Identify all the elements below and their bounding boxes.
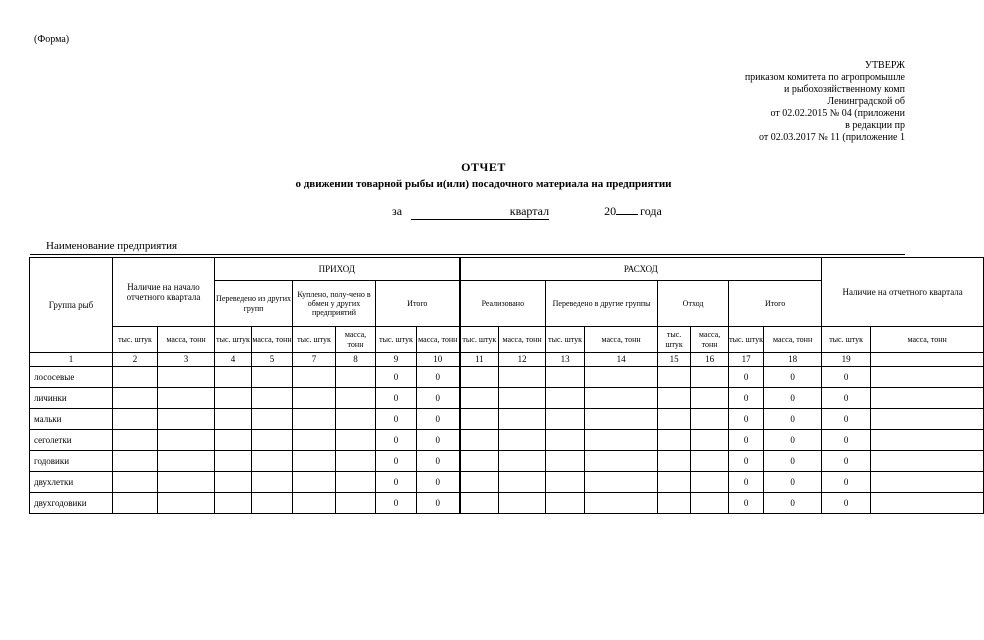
income-total-pcs-cell: 0 [376, 409, 417, 430]
unit-mass: масса, тонн [764, 327, 822, 353]
unit-pcs: тыс. штук [215, 327, 252, 353]
expense-sold-pcs-cell[interactable] [460, 493, 499, 514]
income-transferred-header: Переведено из других групп [215, 281, 293, 327]
approval-line: УТВЕРЖ [864, 60, 905, 71]
column-number: 11 [460, 353, 499, 367]
expense-waste-mass-cell[interactable] [691, 493, 729, 514]
start-mass-cell[interactable] [158, 388, 215, 409]
expense-transferred-mass-cell[interactable] [585, 430, 658, 451]
expense-waste-pcs-cell[interactable] [658, 472, 691, 493]
income-transferred-pcs-cell[interactable] [215, 367, 252, 388]
expense-total-mass-cell: 0 [764, 367, 822, 388]
approval-line: Ленинградской об [827, 96, 905, 107]
income-total-pcs-cell: 0 [376, 388, 417, 409]
form-label: (Форма) [34, 34, 70, 45]
income-bought-mass-cell[interactable] [336, 451, 376, 472]
income-bought-pcs-cell[interactable] [293, 493, 336, 514]
end-balance-header: Наличие на отчетного квартала [822, 258, 984, 327]
expense-total-mass-cell: 0 [764, 472, 822, 493]
end-mass-cell[interactable] [871, 388, 984, 409]
expense-transferred-pcs-cell[interactable] [546, 367, 585, 388]
unit-pcs: тыс. штук [376, 327, 417, 353]
expense-waste-pcs-cell[interactable] [658, 430, 691, 451]
expense-sold-pcs-cell[interactable] [460, 409, 499, 430]
expense-transferred-pcs-cell[interactable] [546, 430, 585, 451]
start-mass-cell[interactable] [158, 493, 215, 514]
expense-total-mass-cell: 0 [764, 451, 822, 472]
expense-waste-header: Отход [658, 281, 729, 327]
expense-waste-pcs-cell[interactable] [658, 451, 691, 472]
expense-waste-pcs-cell[interactable] [658, 493, 691, 514]
expense-transferred-mass-cell[interactable] [585, 493, 658, 514]
income-transferred-pcs-cell[interactable] [215, 409, 252, 430]
report-title: ОТЧЕТ [461, 160, 506, 174]
expense-sold-pcs-cell[interactable] [460, 388, 499, 409]
column-number: 13 [546, 353, 585, 367]
year-prefix: 20 [604, 204, 617, 218]
expense-sold-mass-cell[interactable] [499, 367, 546, 388]
end-mass-cell[interactable] [871, 367, 984, 388]
expense-waste-mass-cell[interactable] [691, 409, 729, 430]
year-suffix: года [640, 204, 662, 218]
income-total-mass-cell: 0 [417, 451, 460, 472]
expense-transferred-pcs-cell[interactable] [546, 388, 585, 409]
income-transferred-mass-cell[interactable] [252, 493, 293, 514]
income-transferred-mass-cell[interactable] [252, 388, 293, 409]
expense-sold-pcs-cell[interactable] [460, 472, 499, 493]
income-total-mass-cell: 0 [417, 409, 460, 430]
end-mass-cell[interactable] [871, 451, 984, 472]
unit-mass: масса, тонн [417, 327, 460, 353]
start-mass-cell[interactable] [158, 367, 215, 388]
expense-waste-mass-cell[interactable] [691, 367, 729, 388]
end-pcs-cell: 0 [822, 367, 871, 388]
end-pcs-cell: 0 [822, 409, 871, 430]
end-pcs-cell: 0 [822, 388, 871, 409]
expense-sold-mass-cell[interactable] [499, 430, 546, 451]
end-pcs-cell: 0 [822, 472, 871, 493]
unit-pcs: тыс. штук [113, 327, 158, 353]
expense-waste-mass-cell[interactable] [691, 388, 729, 409]
expense-transferred-mass-cell[interactable] [585, 409, 658, 430]
table-row [30, 430, 984, 451]
income-transferred-mass-cell[interactable] [252, 430, 293, 451]
expense-transferred-mass-cell[interactable] [585, 472, 658, 493]
end-pcs-cell: 0 [822, 493, 871, 514]
expense-sold-mass-cell[interactable] [499, 388, 546, 409]
expense-waste-mass-cell[interactable] [691, 430, 729, 451]
start-mass-cell[interactable] [158, 409, 215, 430]
unit-pcs: тыс. штук [658, 327, 691, 353]
column-number: 2 [113, 353, 158, 367]
unit-mass: масса, тонн [871, 327, 984, 353]
expense-sold-header: Реализовано [460, 281, 546, 327]
table-row [30, 409, 984, 430]
unit-mass: масса, тонн [691, 327, 729, 353]
expense-waste-pcs-cell[interactable] [658, 409, 691, 430]
income-bought-pcs-cell[interactable] [293, 451, 336, 472]
column-number: 1 [30, 353, 113, 367]
expense-waste-pcs-cell[interactable] [658, 367, 691, 388]
income-bought-pcs-cell[interactable] [293, 430, 336, 451]
expense-total-mass-cell: 0 [764, 493, 822, 514]
group-name-cell: лососевые [30, 367, 113, 388]
end-mass-cell[interactable] [871, 409, 984, 430]
organization-label: Наименование предприятия [46, 240, 178, 252]
end-pcs-cell: 0 [822, 430, 871, 451]
expense-total-pcs-cell: 0 [729, 451, 764, 472]
income-transferred-pcs-cell[interactable] [215, 472, 252, 493]
income-bought-mass-cell[interactable] [336, 472, 376, 493]
income-total-pcs-cell: 0 [376, 472, 417, 493]
income-bought-header: Куплено, полу-чено в обмен у других предприятий [293, 281, 376, 327]
start-pcs-cell[interactable] [113, 451, 158, 472]
income-total-mass-cell: 0 [417, 493, 460, 514]
end-mass-cell[interactable] [871, 493, 984, 514]
expense-transferred-mass-cell[interactable] [585, 388, 658, 409]
expense-waste-mass-cell[interactable] [691, 472, 729, 493]
expense-transferred-header: Переведено в другие группы [546, 281, 658, 327]
income-total-pcs-cell: 0 [376, 493, 417, 514]
expense-total-mass-cell: 0 [764, 388, 822, 409]
group-name-cell: мальки [30, 409, 113, 430]
expense-sold-mass-cell[interactable] [499, 451, 546, 472]
expense-total-pcs-cell: 0 [729, 388, 764, 409]
approval-line: от 02.03.2017 № 11 (приложение 1 [758, 132, 905, 143]
unit-mass: масса, тонн [499, 327, 546, 353]
start-pcs-cell[interactable] [113, 493, 158, 514]
expense-transferred-mass-cell[interactable] [585, 451, 658, 472]
income-total-mass-cell: 0 [417, 472, 460, 493]
quarter-label: квартал [509, 204, 550, 218]
income-total-pcs-cell: 0 [376, 451, 417, 472]
unit-mass: масса, тонн [158, 327, 215, 353]
end-mass-cell[interactable] [871, 430, 984, 451]
report-table [29, 257, 984, 514]
column-number: 15 [658, 353, 691, 367]
income-transferred-pcs-cell[interactable] [215, 430, 252, 451]
income-bought-mass-cell[interactable] [336, 493, 376, 514]
unit-pcs: тыс. штук [729, 327, 764, 353]
column-number: 19 [822, 353, 871, 367]
column-number: 10 [417, 353, 460, 367]
unit-pcs: тыс. штук [822, 327, 871, 353]
income-transferred-mass-cell[interactable] [252, 451, 293, 472]
unit-pcs: тыс. штук [460, 327, 499, 353]
expense-sold-mass-cell[interactable] [499, 493, 546, 514]
expense-sold-pcs-cell[interactable] [460, 430, 499, 451]
income-transferred-mass-cell[interactable] [252, 409, 293, 430]
expense-total-mass-cell: 0 [764, 409, 822, 430]
income-transferred-mass-cell[interactable] [252, 367, 293, 388]
expense-transferred-pcs-cell[interactable] [546, 472, 585, 493]
unit-mass: масса, тонн [585, 327, 658, 353]
year-field[interactable] [616, 214, 638, 215]
income-bought-mass-cell[interactable] [336, 367, 376, 388]
expense-transferred-pcs-cell[interactable] [546, 451, 585, 472]
expense-sold-pcs-cell[interactable] [460, 367, 499, 388]
unit-mass: масса, тонн [336, 327, 376, 353]
column-number: 8 [336, 353, 376, 367]
column-number: 3 [158, 353, 215, 367]
income-transferred-pcs-cell[interactable] [215, 451, 252, 472]
column-number: 12 [499, 353, 546, 367]
column-number: 18 [764, 353, 822, 367]
expense-sold-mass-cell[interactable] [499, 472, 546, 493]
start-mass-cell[interactable] [158, 451, 215, 472]
expense-total-mass-cell: 0 [764, 430, 822, 451]
expense-transferred-pcs-cell[interactable] [546, 409, 585, 430]
start-mass-cell[interactable] [158, 472, 215, 493]
expense-total-header: Итого [729, 281, 822, 327]
organization-field[interactable] [30, 254, 905, 255]
start-pcs-cell[interactable] [113, 430, 158, 451]
column-number: 5 [252, 353, 293, 367]
start-pcs-cell[interactable] [113, 388, 158, 409]
income-bought-pcs-cell[interactable] [293, 472, 336, 493]
income-bought-pcs-cell[interactable] [293, 388, 336, 409]
column-number: 9 [376, 353, 417, 367]
start-mass-cell[interactable] [158, 430, 215, 451]
column-number: 14 [585, 353, 658, 367]
column-number-row [30, 353, 984, 367]
start-pcs-cell[interactable] [113, 367, 158, 388]
end-mass-cell[interactable] [871, 472, 984, 493]
quarter-field[interactable] [411, 204, 549, 220]
start-pcs-cell[interactable] [113, 472, 158, 493]
expense-total-pcs-cell: 0 [729, 409, 764, 430]
approval-line: в редакции пр [845, 120, 905, 131]
expense-total-pcs-cell: 0 [729, 493, 764, 514]
expense-transferred-mass-cell[interactable] [585, 367, 658, 388]
group-name-cell: личинки [30, 388, 113, 409]
income-bought-mass-cell[interactable] [336, 409, 376, 430]
expense-header: РАСХОД [460, 258, 822, 281]
approval-line: и рыбохозяйственному комп [783, 84, 905, 95]
group-name-cell: годовики [30, 451, 113, 472]
column-number: 7 [293, 353, 336, 367]
income-bought-mass-cell[interactable] [336, 430, 376, 451]
approval-line: приказом комитета по агропромышле [744, 72, 905, 83]
unit-mass: масса, тонн [252, 327, 293, 353]
group-name-cell: двухгодовики [30, 493, 113, 514]
expense-waste-pcs-cell[interactable] [658, 388, 691, 409]
end-pcs-cell: 0 [822, 451, 871, 472]
income-total-pcs-cell: 0 [376, 367, 417, 388]
income-transferred-pcs-cell[interactable] [215, 493, 252, 514]
column-number: 4 [215, 353, 252, 367]
expense-waste-mass-cell[interactable] [691, 451, 729, 472]
expense-transferred-pcs-cell[interactable] [546, 493, 585, 514]
expense-total-pcs-cell: 0 [729, 430, 764, 451]
income-transferred-mass-cell[interactable] [252, 472, 293, 493]
expense-sold-pcs-cell[interactable] [460, 451, 499, 472]
table-row [30, 388, 984, 409]
income-transferred-pcs-cell[interactable] [215, 388, 252, 409]
income-total-mass-cell: 0 [417, 367, 460, 388]
income-total-mass-cell: 0 [417, 388, 460, 409]
income-bought-pcs-cell[interactable] [293, 409, 336, 430]
group-name-cell: сеголетки [30, 430, 113, 451]
report-period [392, 204, 662, 220]
income-total-mass-cell: 0 [417, 430, 460, 451]
unit-pcs: тыс. штук [546, 327, 585, 353]
approval-line: от 02.02.2015 № 04 (приложени [770, 108, 905, 119]
report-subtitle: о движении товарной рыбы и(или) посадочного материала на предприятии [295, 178, 672, 190]
unit-pcs: тыс. штук [293, 327, 336, 353]
table-row [30, 472, 984, 493]
expense-total-pcs-cell: 0 [729, 472, 764, 493]
period-prefix: за [392, 204, 403, 218]
expense-total-pcs-cell: 0 [729, 367, 764, 388]
group-name-cell: двухлетки [30, 472, 113, 493]
expense-sold-mass-cell[interactable] [499, 409, 546, 430]
income-total-pcs-cell: 0 [376, 430, 417, 451]
income-total-header: Итого [376, 281, 460, 327]
income-header: ПРИХОД [215, 258, 460, 281]
start-pcs-cell[interactable] [113, 409, 158, 430]
group-header: Группа рыб [30, 258, 113, 353]
income-bought-pcs-cell[interactable] [293, 367, 336, 388]
table-row [30, 493, 984, 514]
column-number: 16 [691, 353, 729, 367]
income-bought-mass-cell[interactable] [336, 388, 376, 409]
table-row [30, 451, 984, 472]
start-balance-header: Наличие на начало отчетного квартала [113, 258, 215, 327]
table-row [30, 367, 984, 388]
column-number: 17 [729, 353, 764, 367]
column-number [871, 353, 984, 367]
